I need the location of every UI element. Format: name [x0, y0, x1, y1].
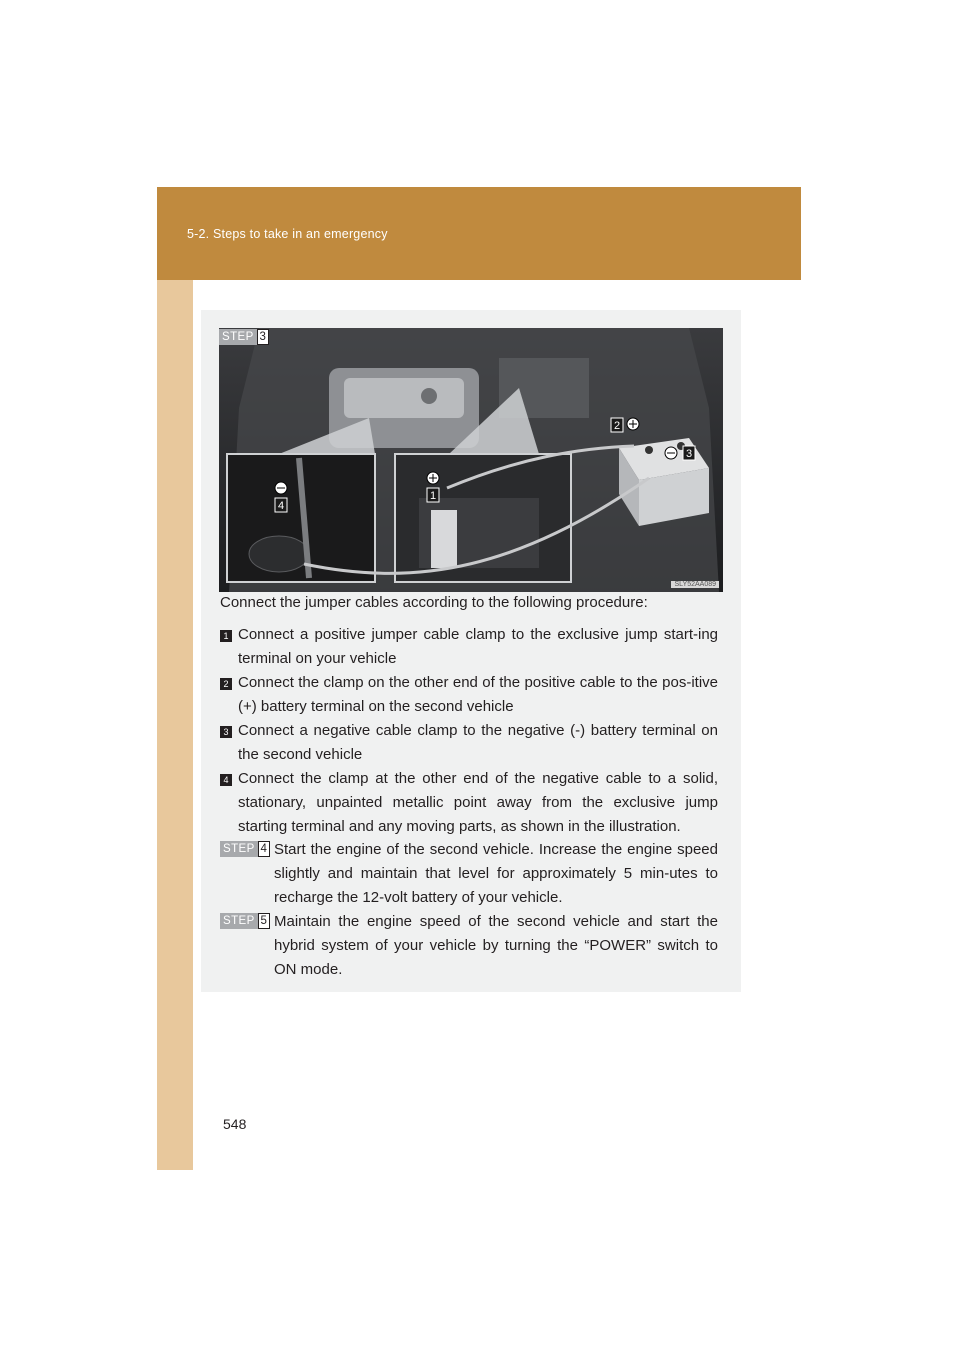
callout-3: 3 — [685, 448, 693, 460]
step-4-text: Start the engine of the second vehicle. Increase the engine speed slightly and maintain that level for approximately 5 min-utes to recharge the 12-volt battery of your vehicle. — [274, 841, 718, 906]
item-marker-4: 4 — [220, 774, 232, 786]
callout-4: 4 — [277, 500, 285, 512]
step-number: 5 — [258, 913, 270, 929]
step-number: 4 — [258, 841, 270, 857]
item-text-2: Connect the clamp on the other end of the positive cable to the pos-itive (+) battery terminal on the second vehicle — [238, 674, 718, 715]
step-5-paragraph — [220, 910, 718, 982]
negative-terminal-icon — [665, 447, 677, 459]
negative-terminal-icon — [275, 482, 287, 494]
step-5-badge — [220, 913, 270, 929]
step-label: STEP — [220, 841, 258, 857]
item-marker-1: 1 — [220, 630, 232, 642]
item-text-3: Connect a negative cable clamp to the negative (-) battery terminal on the second vehicle — [238, 722, 718, 763]
callout-1: 1 — [429, 490, 437, 502]
procedure-item-1 — [220, 623, 718, 671]
section-title: 5-2. Steps to take in an emergency — [187, 227, 388, 241]
item-marker-2: 2 — [220, 678, 232, 690]
page-number: 548 — [223, 1116, 247, 1132]
jump-start-illustration — [219, 328, 723, 592]
step-5-text: Maintain the engine speed of the second vehicle and start the hybrid system of your vehicle by turning the “POWER” switch to ON mode. — [274, 913, 718, 978]
step-label: STEP — [220, 913, 258, 929]
intro-text: Connect the jumper cables according to the following procedure: — [220, 594, 648, 611]
step-number: 3 — [257, 329, 269, 345]
callout-2: 2 — [613, 420, 621, 432]
figure-code: SLY52AA089 — [671, 581, 719, 588]
step-3-badge — [219, 329, 269, 345]
engine-bay-drawing — [219, 328, 723, 592]
procedure-item-4 — [220, 767, 718, 839]
section-header — [157, 187, 801, 280]
side-tab — [157, 187, 193, 1170]
positive-terminal-icon — [427, 472, 439, 484]
step-4-badge — [220, 841, 270, 857]
step-4-paragraph — [220, 838, 718, 910]
item-marker-3: 3 — [220, 726, 232, 738]
procedure-item-2 — [220, 671, 718, 719]
step-label: STEP — [219, 329, 257, 345]
item-text-1: Connect a positive jumper cable clamp to the exclusive jump start-ing terminal on your vehicle — [238, 626, 718, 667]
procedure-item-3 — [220, 719, 718, 767]
positive-terminal-icon — [627, 418, 639, 430]
item-text-4: Connect the clamp at the other end of the negative cable to a solid, stationary, unpainted metallic point away from the exclusive jump starting terminal and any moving parts, as shown in the illustration. — [238, 770, 718, 835]
